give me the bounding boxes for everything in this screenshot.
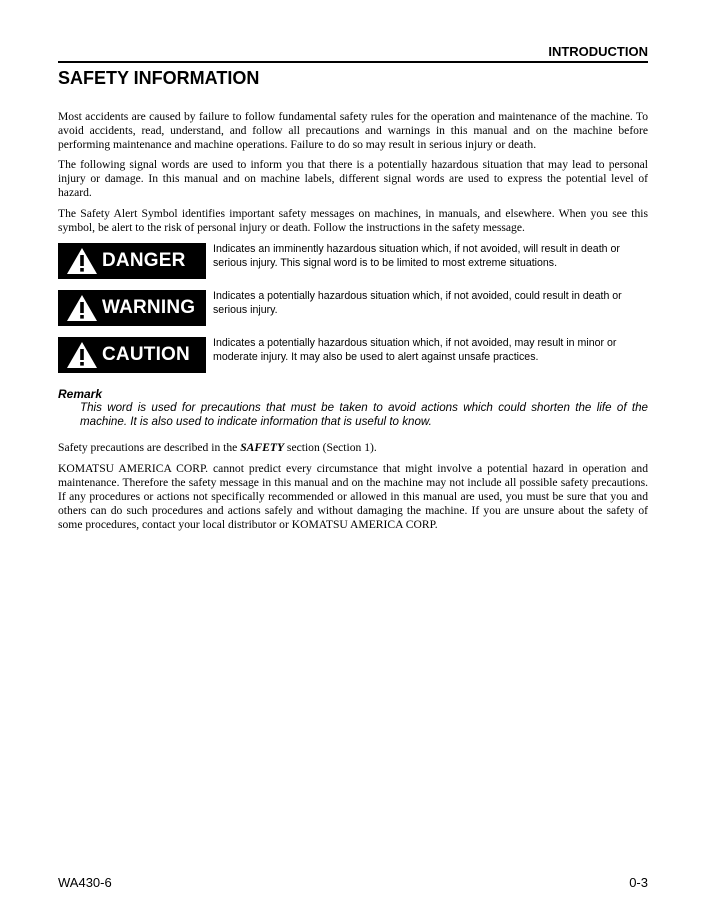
page-title: SAFETY INFORMATION [58, 68, 260, 88]
signal-description: Indicates an imminently hazardous situation which, if not avoided, will result in death or serious injury. This signal word is to be limited to most extreme situations. [213, 243, 620, 269]
alert-symbol-paragraph: The Safety Alert Symbol identifies important safety messages on machines, in manuals, and elsewhere. When you see this symbol, be alert to the risk of personal injury or death. Follow the instructions in the safety message. [58, 207, 648, 234]
safety-alert-icon [66, 247, 98, 275]
disclaimer-paragraph: KOMATSU AMERICA CORP. cannot predict every circumstance that might involve a potential hazard in operation and maintenance. Therefore the safety message in this manual and on the machine may not include all possible safety precautions. If any procedures or actions not specifically recommended or allowed in this manual are used, you must be sure that you and others can do such procedures and actions safely and without damaging the machine. If you are unsure about the safety of some procedures, contact your local distributor or KOMATSU AMERICA CORP. [58, 462, 648, 531]
signal-description: Indicates a potentially hazardous situation which, if not avoided, may result in minor or moderate injury. It may also be used to alert against unsafe practices. [213, 337, 617, 363]
warning-badge [58, 290, 206, 326]
signal-row-danger [58, 243, 648, 279]
signal-description: Indicates a potentially hazardous situation which, if not avoided, could result in death or serious injury. [213, 290, 622, 316]
caution-badge [58, 337, 206, 373]
signal-word: WARNING [102, 297, 196, 318]
signal-word: CAUTION [102, 344, 190, 365]
precautions-text-before: Safety precautions are described in the [58, 441, 241, 454]
safety-section-reference: SAFETY [240, 441, 285, 454]
intro-paragraph: Most accidents are caused by failure to follow fundamental safety rules for the operation and maintenance of the machine. To avoid accidents, read, understand, and follow all precautions and warnings in this manual and on the machine before performing maintenance and machine operations. Failure to do so may result in serious injury or death. [58, 110, 648, 151]
footer-model: WA430-6 [58, 875, 112, 890]
danger-badge [58, 243, 206, 279]
remark-text: This word is used for precautions that must be taken to avoid actions which could shorten the life of the machine. It is also used to indicate information that is useful to know. [80, 401, 648, 428]
signal-row-caution [58, 337, 648, 373]
signal-word: DANGER [102, 250, 186, 271]
precautions-reference [58, 441, 648, 455]
section-label: INTRODUCTION [58, 44, 648, 63]
safety-alert-icon [66, 294, 98, 322]
signal-words-paragraph: The following signal words are used to inform you that there is a potentially hazardous situation that may lead to personal injury or damage. In this manual and on machine labels, different signal words are used to express the potential level of hazard. [58, 158, 648, 199]
footer-page-number: 0-3 [629, 875, 648, 890]
remark-heading: Remark [58, 387, 103, 401]
signal-row-warning [58, 290, 648, 326]
precautions-text-after: section (Section 1). [284, 441, 377, 454]
safety-alert-icon [66, 341, 98, 369]
